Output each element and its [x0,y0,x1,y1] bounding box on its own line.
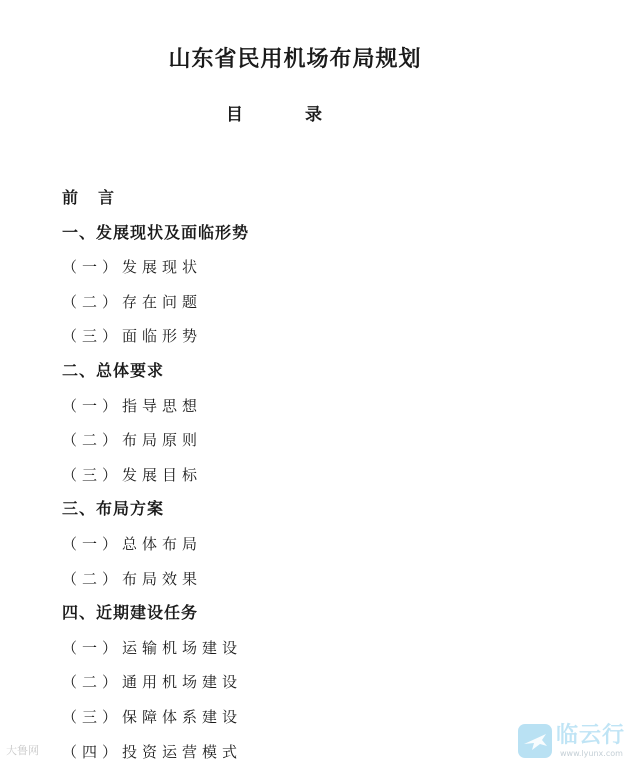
toc-chapter-entry: 前言 [62,188,135,207]
toc-chapter-entry: 二、总体要求 [62,361,165,380]
toc-chapter-entry: 三、布局方案 [62,499,165,518]
airplane-logo-icon [516,722,554,760]
document-title: 山东省民用机场布局规划 [168,46,422,72]
watermark-left: 大鲁网 [6,744,39,757]
toc-section-entry: （三）面临形势 [62,327,203,345]
toc-section-entry: （三）发展目标 [62,466,203,484]
toc-section-entry: （二）布局原则 [62,431,203,449]
toc-section-entry: （三）保障体系建设 [62,708,243,726]
toc-section-entry: （一）指导思想 [62,397,203,415]
toc-chapter-entry: 一、发展现状及面临形势 [62,223,250,242]
toc-section-entry: （一）总体布局 [62,535,203,553]
brand-url: www.lyunx.com [560,749,623,758]
toc-section-entry: （二）存在问题 [62,293,203,311]
toc-section-entry: （二）通用机场建设 [62,673,243,691]
toc-section-entry: （一）运输机场建设 [62,639,243,657]
toc-chapter-entry: 四、近期建设任务 [62,603,199,622]
brand-name: 临云行 [556,723,626,748]
toc-section-entry: （二）布局效果 [62,570,203,588]
toc-heading: 目 录 [226,105,350,125]
toc-section-entry: （四）投资运营模式 [62,743,243,761]
toc-section-entry: （一）发展现状 [62,258,203,276]
